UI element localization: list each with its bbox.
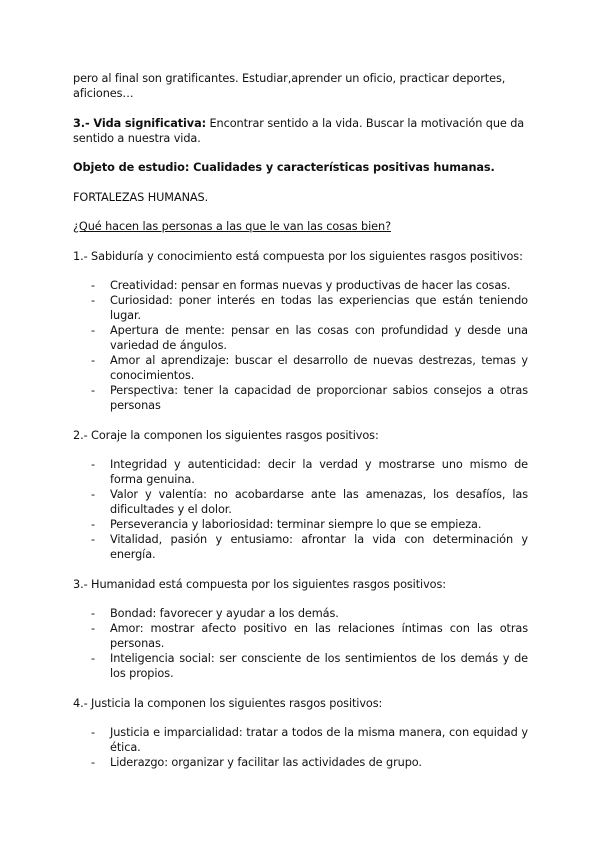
bullet-dash: -: [91, 726, 95, 739]
list-item-text: Vitalidad, pasión y entusiamo: afrontar la vida con determinación y energía.: [110, 533, 528, 561]
list-item: [73, 323, 528, 353]
trait-list: [73, 278, 528, 413]
list-item-text: Creatividad: pensar en formas nuevas y productivas de hacer las cosas.: [110, 279, 511, 292]
list-item: [73, 457, 528, 487]
list-item-text: Amor al aprendizaje: buscar el desarrollo de nuevas destrezas, temas y conocimientos.: [110, 354, 528, 382]
vida-significativa-text: Encontrar sentido a la vida. Buscar la motivación que da sentido a nuestra vida.: [73, 116, 525, 145]
list-item: [73, 383, 528, 413]
document-page: [73, 71, 528, 770]
list-item: [73, 353, 528, 383]
list-item: [73, 651, 528, 681]
list-item-text: Perspectiva: tener la capacidad de proporcionar sabios consejos a otras personas: [110, 384, 528, 412]
bullet-dash: -: [91, 294, 95, 307]
list-item: [73, 293, 528, 323]
section-heading: 4.- Justicia la componen los siguientes rasgos positivos:: [73, 696, 383, 710]
bullet-dash: -: [91, 324, 95, 337]
list-item-text: Justicia e imparcialidad: tratar a todos de la misma manera, con equidad y ética.: [110, 726, 528, 754]
trait-list: [73, 725, 528, 770]
trait-list: [73, 606, 528, 681]
section-heading: 2.- Coraje la componen los siguientes rasgos positivos:: [73, 428, 379, 442]
fortalezas-title: FORTALEZAS HUMANAS.: [73, 190, 209, 204]
list-item-text: Inteligencia social: ser consciente de los sentimientos de los demás y de los propios.: [110, 652, 528, 680]
list-item: [73, 755, 528, 770]
bullet-dash: -: [91, 384, 95, 397]
bullet-dash: -: [91, 488, 95, 501]
list-item-text: Valor y valentía: no acobardarse ante las amenazas, los desafíos, las dificultades y el dolor.: [110, 488, 528, 516]
bullet-dash: -: [91, 279, 95, 292]
objeto-de-estudio: Objeto de estudio: Cualidades y características positivas humanas.: [73, 161, 495, 174]
list-item-text: Apertura de mente: pensar en las cosas con profundidad y desde una variedad de ángulos.: [110, 324, 528, 352]
bullet-dash: -: [91, 622, 95, 635]
bullet-dash: -: [91, 652, 95, 665]
list-item-text: Curiosidad: poner interés en todas las experiencias que están teniendo lugar.: [110, 294, 528, 322]
intro-paragraph: pero al final son gratificantes. Estudiar,aprender un oficio, practicar deportes, aficiones…: [73, 72, 506, 100]
bullet-dash: -: [91, 518, 95, 531]
list-item-text: Perseverancia y laboriosidad: terminar siempre lo que se empieza.: [110, 518, 482, 531]
section-heading: 3.- Humanidad está compuesta por los siguientes rasgos positivos:: [73, 577, 446, 591]
list-item-text: Bondad: favorecer y ayudar a los demás.: [110, 607, 339, 620]
list-item: [73, 621, 528, 651]
bullet-dash: -: [91, 354, 95, 367]
section-heading: 1.- Sabiduría y conocimiento está compuesta por los siguientes rasgos positivos:: [73, 249, 523, 263]
bullet-dash: -: [91, 458, 95, 471]
vida-significativa-paragraph: [73, 116, 528, 146]
list-item: [73, 278, 528, 293]
trait-list: [73, 457, 528, 562]
bullet-dash: -: [91, 533, 95, 546]
list-item: [73, 487, 528, 517]
vida-significativa-label: 3.- Vida significativa:: [73, 116, 207, 130]
list-item: [73, 517, 528, 532]
list-item-text: Liderazgo: organizar y facilitar las actividades de grupo.: [110, 756, 422, 769]
list-item-text: Amor: mostrar afecto positivo en las relaciones íntimas con las otras personas.: [110, 622, 528, 650]
list-item: [73, 532, 528, 562]
bullet-dash: -: [91, 607, 95, 620]
list-item: [73, 725, 528, 755]
question-heading: ¿Qué hacen las personas a las que le van las cosas bien?: [73, 220, 391, 233]
bullet-dash: -: [91, 756, 95, 769]
list-item: [73, 606, 528, 621]
list-item-text: Integridad y autenticidad: decir la verdad y mostrarse uno mismo de forma genuina.: [110, 458, 528, 486]
